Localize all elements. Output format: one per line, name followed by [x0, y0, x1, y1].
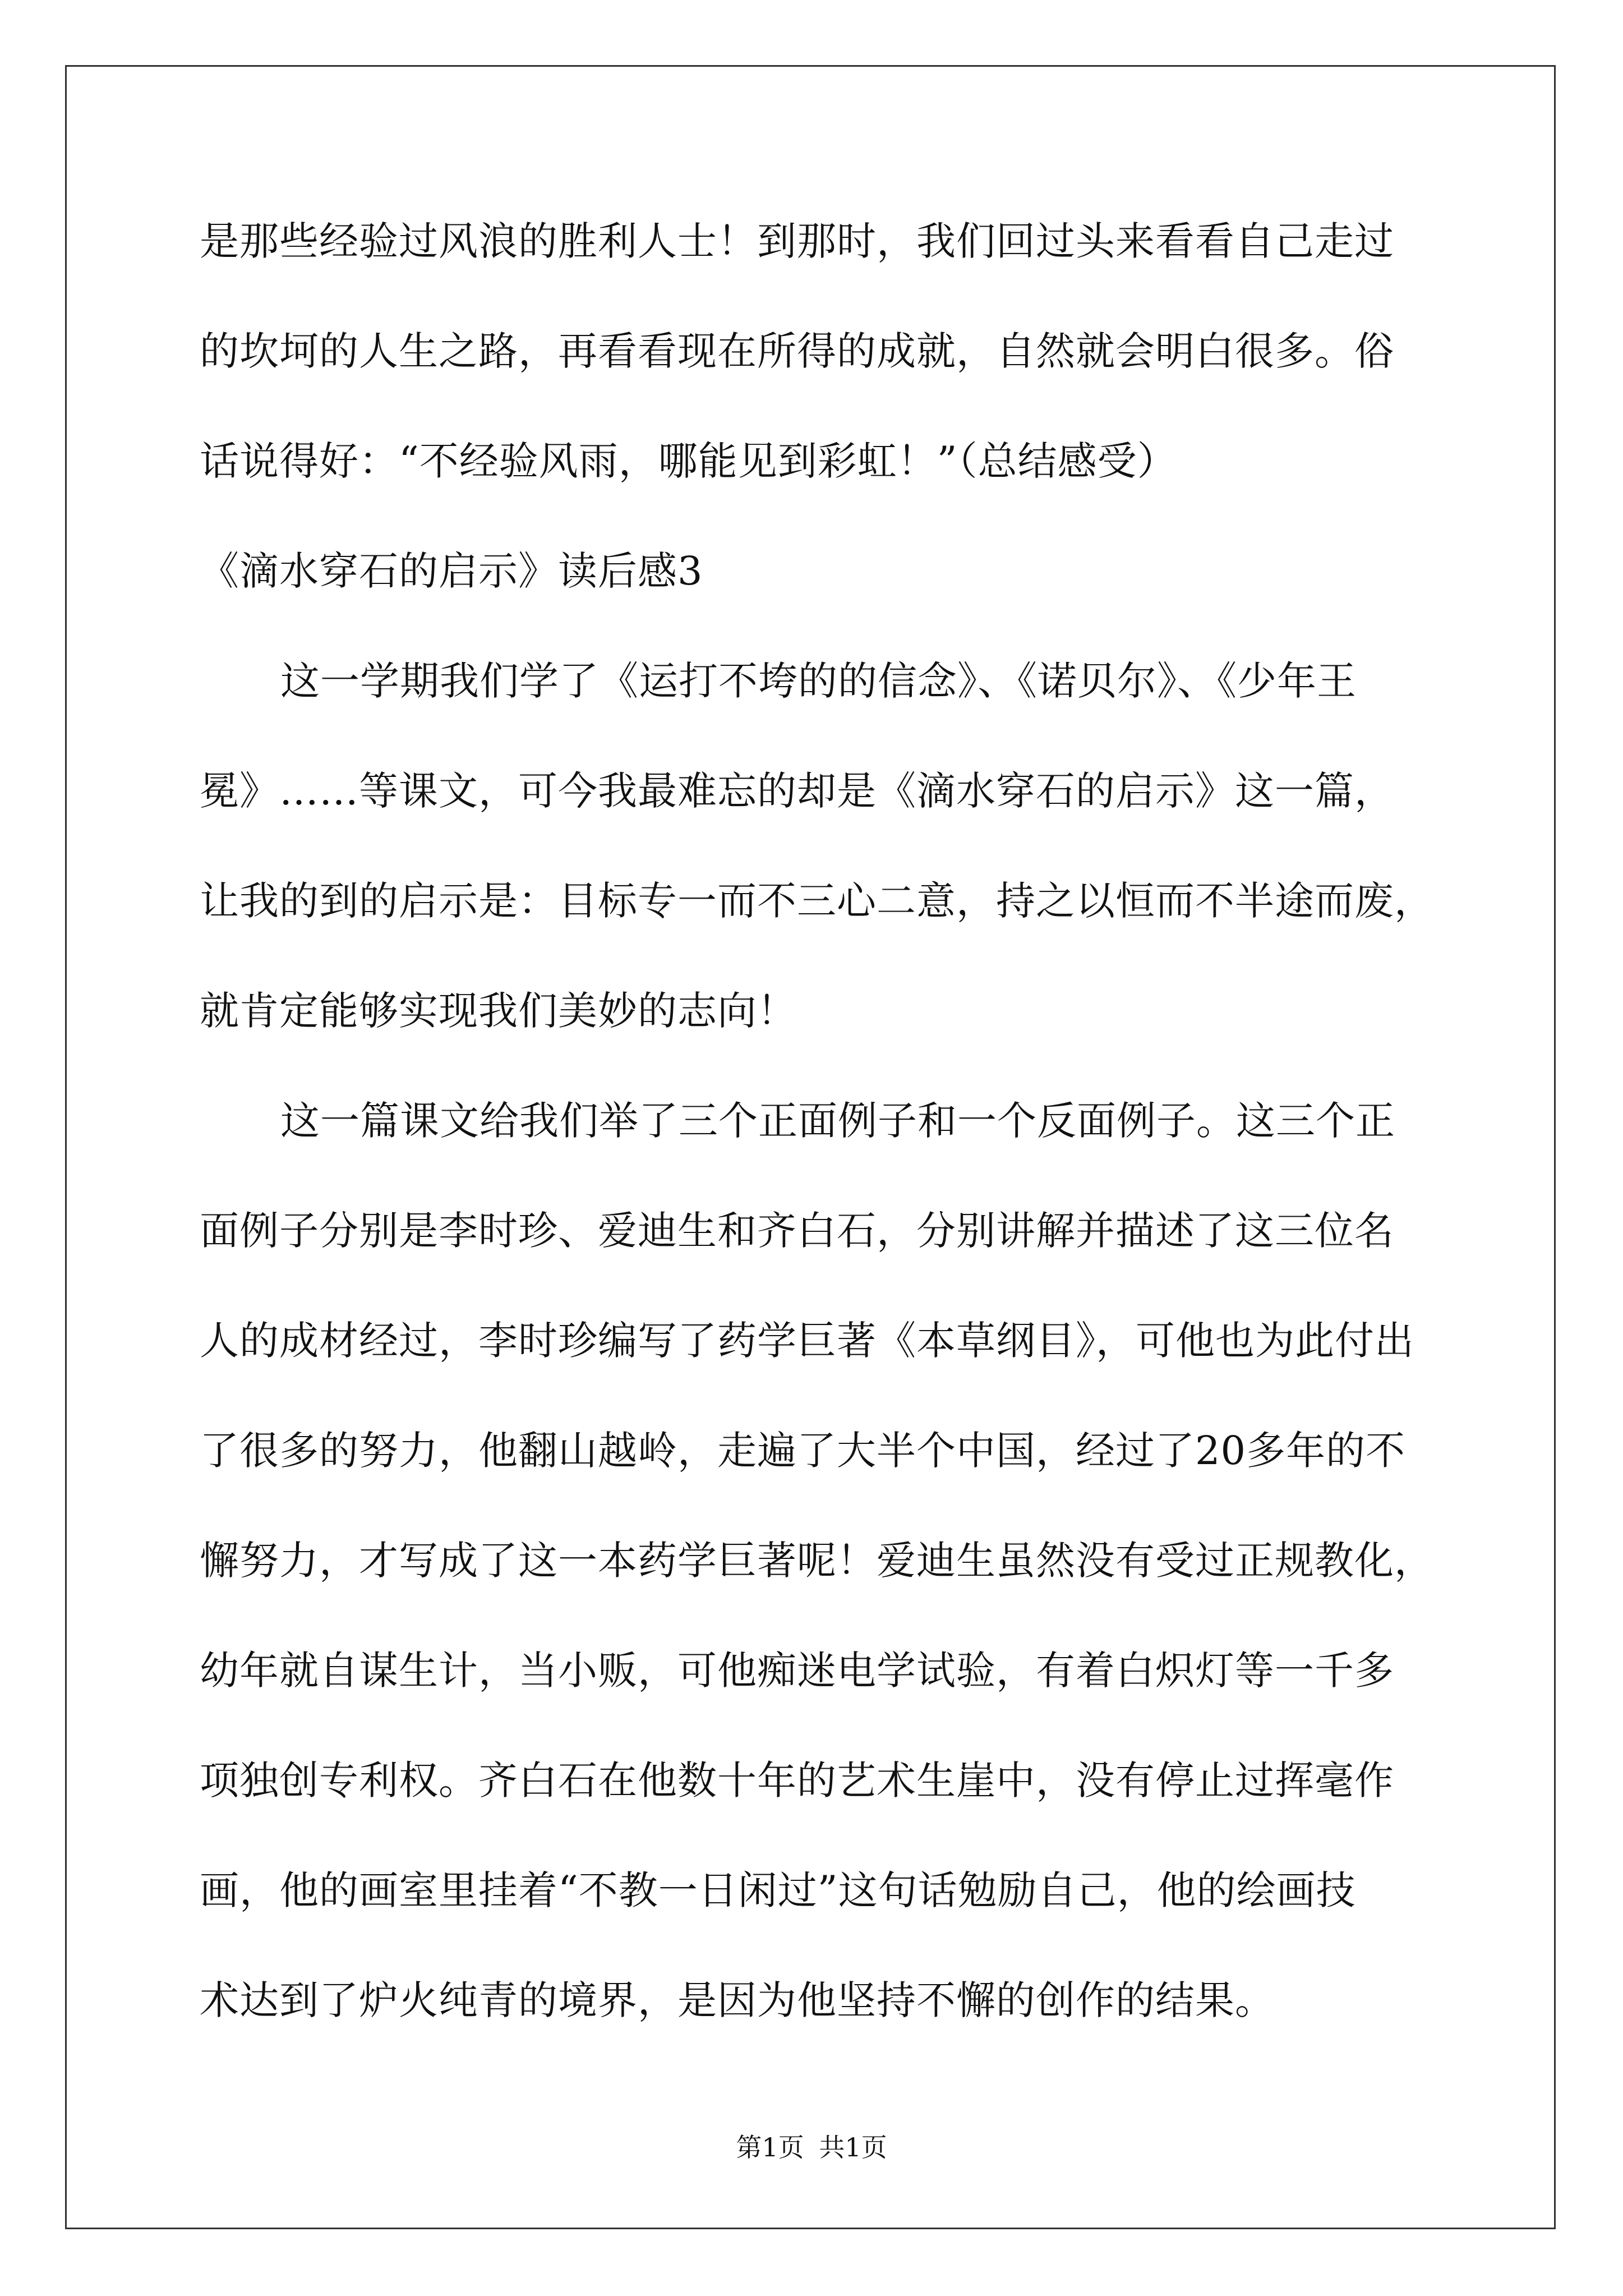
- text-line: 面例子分别是李时珍、爱迪生和齐白石，分别讲解并描述了这三位名: [200, 1208, 1394, 1254]
- text-line: 了很多的努力，他翻山越岭，走遍了大半个中国，经过了20多年的不: [200, 1428, 1406, 1474]
- document-body: [200, 213, 1456, 2028]
- text-line: 懈努力，才写成了这一本药学巨著呢！爱迪生虽然没有受过正规教化，: [200, 1538, 1434, 1584]
- text-line: 人的成材经过，李时珍编写了药学巨著《本草纲目》，可他也为此付出: [200, 1318, 1414, 1364]
- page-number: 第1页: [736, 2132, 804, 2162]
- text-line: 术达到了炉火纯青的境界，是因为他坚持不懈的创作的结果。: [200, 1977, 1275, 2023]
- text-line: 画，他的画室里挂着“不教一日闲过”这句话勉励自己，他的绘画技: [200, 1867, 1356, 1913]
- text-line: 项独创专利权。齐白石在他数十年的艺术生崖中，没有停止过挥毫作: [200, 1757, 1394, 1803]
- paragraph-first-line: 这一学期我们学了《运打不垮的的信念》、《诺贝尔》、《少年王: [280, 658, 1357, 704]
- text-line: 冕》……等课文，可今我最难忘的却是《滴水穿石的启示》这一篇，: [200, 768, 1394, 814]
- text-line: 就肯定能够实现我们美妙的志向！: [200, 988, 797, 1034]
- text-line: 话说得好：“不经验风雨，哪能见到彩虹！”（总结感受）: [200, 438, 1177, 484]
- text-line: 幼年就自谋生计，当小贩，可他痴迷电学试验，有着白炽灯等一千多: [200, 1648, 1394, 1694]
- text-line: 让我的到的启示是：目标专一而不三心二意，持之以恒而不半途而废，: [200, 878, 1434, 924]
- text-line: 的坎坷的人生之路，再看看现在所得的成就，自然就会明白很多。俗: [200, 328, 1394, 374]
- section-heading: 《滴水穿石的启示》读后感3: [200, 548, 703, 594]
- page-footer: [0, 2131, 1623, 2164]
- page-total: 共1页: [819, 2132, 887, 2162]
- paragraph-first-line: 这一篇课文给我们举了三个正面例子和一个反面例子。这三个正: [280, 1098, 1395, 1144]
- text-line: 是那些经验过风浪的胜利人士！到那时，我们回过头来看看自己走过: [200, 218, 1394, 264]
